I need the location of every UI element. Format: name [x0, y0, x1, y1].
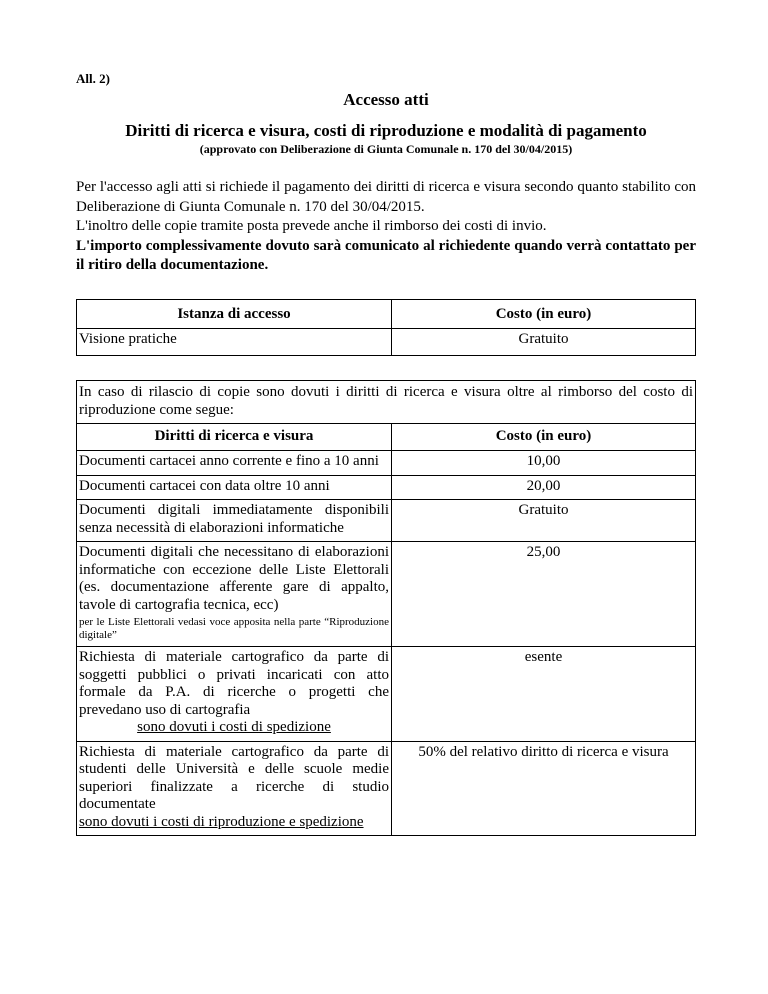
row-desc: Richiesta di materiale cartografico da parte di studenti delle Università e delle scuole medie superiori finalizzate a ricerche di studio documentate [79, 743, 389, 812]
column-header-instance: Istanza di accesso [77, 300, 392, 329]
intro-line-2: L'inoltro delle copie tramite posta prevede anche il rimborso dei costi di invio. [76, 218, 547, 234]
column-header-cost: Costo (in euro) [392, 424, 696, 451]
row-desc: Documenti cartacei con data oltre 10 anni [77, 475, 392, 500]
row-footnote: sono dovuti i costi di spedizione [137, 719, 331, 735]
annex-label: All. 2) [76, 71, 110, 86]
copy-fees-note: In caso di rilascio di copie sono dovuti i diritti di ricerca e visura oltre al rimborso del costo di riproduzione come segue: [77, 381, 696, 424]
table-row [77, 500, 696, 542]
intro-paragraph [76, 178, 696, 276]
row-cost: Gratuito [392, 329, 696, 356]
row-desc: Documenti digitali immediatamente disponibili senza necessità di elaborazioni informatiche [77, 500, 392, 542]
intro-line-3: L'importo complessivamente dovuto sarà comunicato al richiedente quando verrà contattato per il ritiro della documentazione. [76, 237, 696, 273]
row-desc: Visione pratiche [77, 329, 392, 356]
access-table [76, 299, 696, 356]
row-cost: Gratuito [392, 500, 696, 542]
table-row [77, 741, 696, 836]
column-header-cost: Costo (in euro) [392, 300, 696, 329]
table-header-row [77, 300, 696, 329]
row-desc: Documenti digitali che necessitano di elaborazioni informatiche con eccezione delle Liste Elettorali (es. documentazione afferente gare di appalto, tavole di cartografia tecnica, ecc) [79, 544, 389, 613]
document-subtitle: Diritti di ricerca e visura, costi di riproduzione e modalità di pagamento [125, 121, 647, 140]
intro-line-1: Per l'accesso agli atti si richiede il pagamento dei diritti di ricerca e visura secondo quanto stabilito con Deliberazione di Giunta Comunale n. 170 del 30/04/2015. [76, 179, 696, 215]
row-cost: 10,00 [392, 451, 696, 476]
row-cost: 25,00 [392, 542, 696, 647]
table-header-row [77, 424, 696, 451]
table-row [77, 647, 696, 742]
note-row [77, 381, 696, 424]
row-cost: 20,00 [392, 475, 696, 500]
table-row [77, 451, 696, 476]
table-row [77, 542, 696, 647]
column-header-rights: Diritti di ricerca e visura [77, 424, 392, 451]
row-footnote: per le Liste Elettorali vedasi voce apposita nella parte “Riproduzione digitale” [79, 616, 389, 641]
row-desc-cell [77, 542, 392, 647]
row-desc-cell [77, 647, 392, 742]
row-footnote: sono dovuti i costi di riproduzione e spedizione [79, 813, 364, 830]
row-desc: Documenti cartacei anno corrente e fino a 10 anni [77, 451, 392, 476]
copy-fees-table [76, 380, 696, 836]
table-row [77, 475, 696, 500]
row-desc-cell [77, 741, 392, 836]
table-row [77, 329, 696, 356]
row-cost: 50% del relativo diritto di ricerca e visura [392, 741, 696, 836]
approval-note: (approvato con Deliberazione di Giunta Comunale n. 170 del 30/04/2015) [199, 142, 573, 156]
row-cost: esente [392, 647, 696, 742]
row-desc: Richiesta di materiale cartografico da parte di soggetti pubblici o privati incaricati con atto formale da P.A. di ricerche o progetti che prevedano uso di cartografia [79, 649, 389, 718]
document-title: Accesso atti [343, 90, 429, 109]
